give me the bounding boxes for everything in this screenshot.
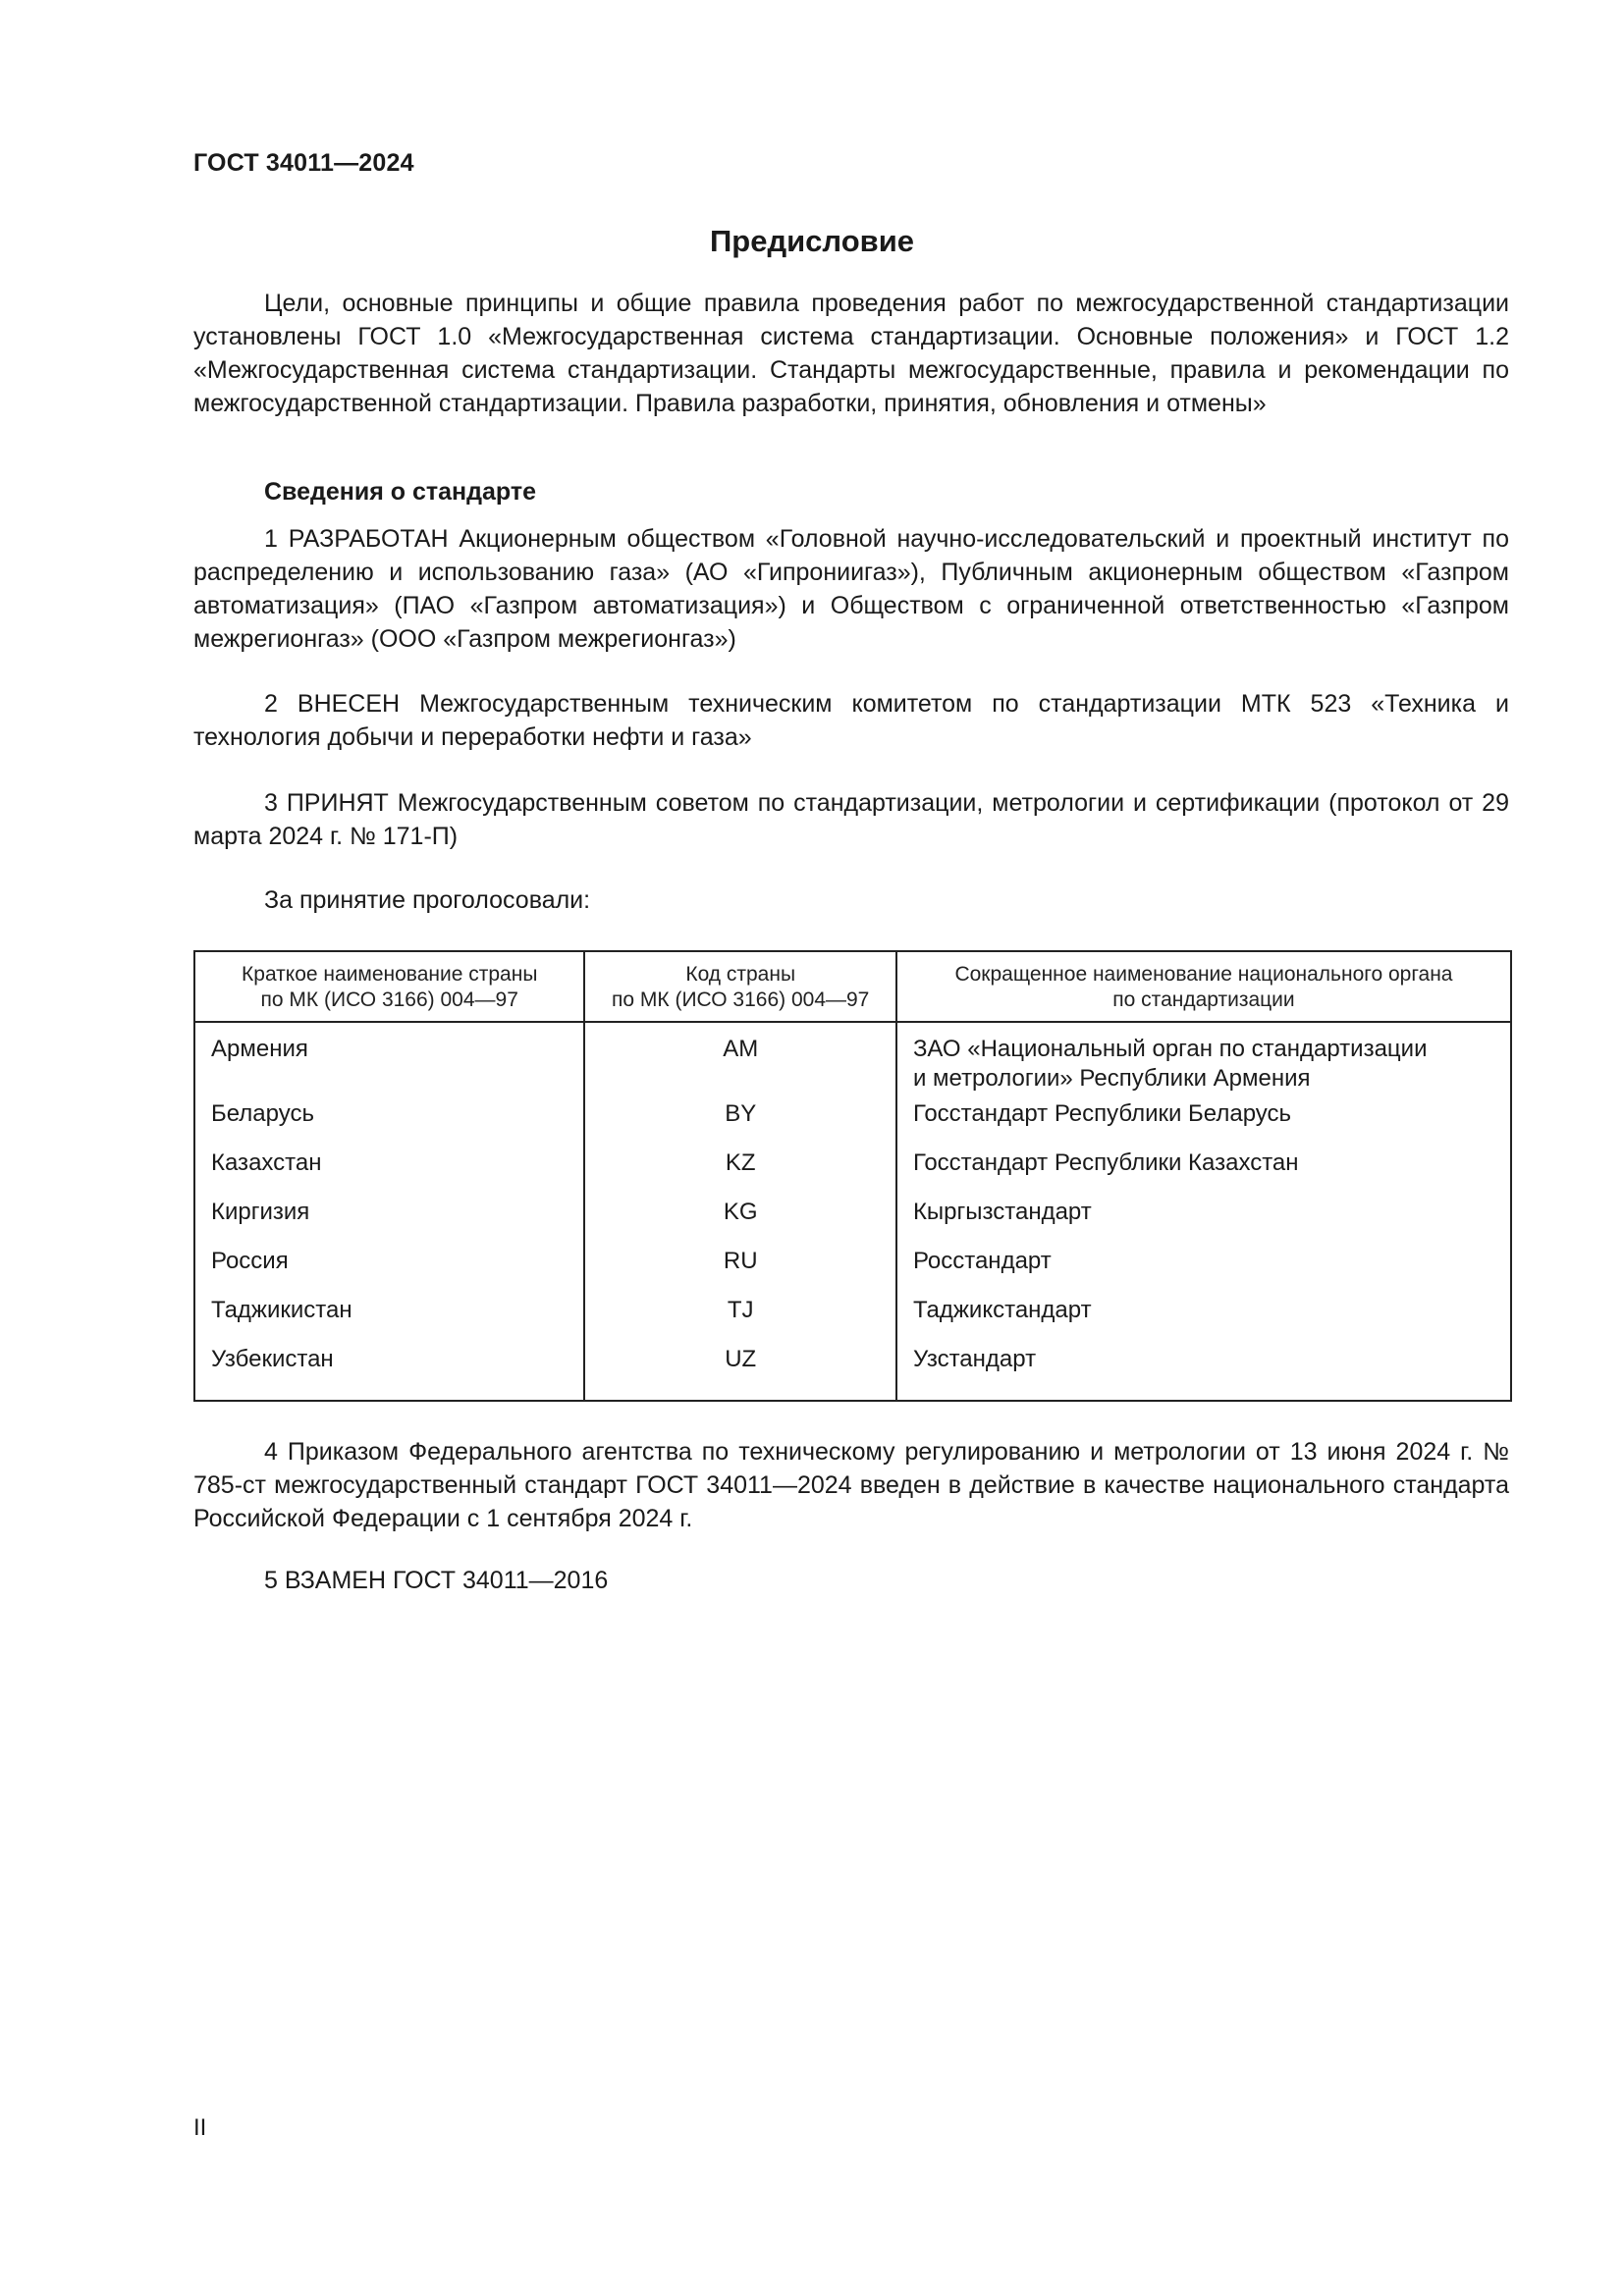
item-3-paragraph: 3 ПРИНЯТ Межгосударственным советом по стандартизации, метрологии и сертификации (протокол от 29 марта 2024 г. № 171-П) [193, 789, 1509, 850]
code-cell: BY [584, 1099, 895, 1148]
table-row [194, 1099, 1511, 1148]
organ-cell: Кыргызстандарт [896, 1198, 1511, 1247]
table-row [194, 1198, 1511, 1247]
country-cell: Узбекистан [194, 1345, 584, 1401]
code-cell: AM [584, 1022, 895, 1099]
page-title: Предисловие [709, 224, 914, 258]
organ-cell: Госстандарт Республики Казахстан [896, 1148, 1511, 1198]
item-1-paragraph: 1 РАЗРАБОТАН Акционерным обществом «Головной научно-исследовательский и проектный институт по распределению и использованию газа» (АО «Гипрониигаз»), Публичным акционерным обществом «Газпром автоматизация» (ПАО «Газпром автоматизация») и Обществом с ограниченной ответственностью «Газпром межрегионгаз» (ООО «Газпром межрегионгаз») [193, 525, 1509, 653]
organ-cell: Таджикстандарт [896, 1296, 1511, 1345]
organ-cell: Росстандарт [896, 1247, 1511, 1296]
standard-id: ГОСТ 34011—2024 [193, 149, 414, 177]
header-organ: Сокращенное наименование национального органа по стандартизации [896, 951, 1511, 1022]
section-heading: Сведения о стандарте [264, 478, 537, 506]
country-cell: Казахстан [194, 1148, 584, 1198]
page-number: II [193, 2114, 207, 2141]
vote-label: За принятие проголосовали: [264, 886, 591, 914]
code-cell: KG [584, 1198, 895, 1247]
table-row [194, 1022, 1511, 1099]
table-row [194, 1345, 1511, 1401]
table-row [194, 1247, 1511, 1296]
header-code: Код страны по МК (ИСО 3166) 004—97 [584, 951, 895, 1022]
country-cell: Беларусь [194, 1099, 584, 1148]
code-cell: UZ [584, 1345, 895, 1401]
country-cell: Россия [194, 1247, 584, 1296]
organ-cell: ЗАО «Национальный орган по стандартизации и метрологии» Республики Армения [896, 1022, 1511, 1099]
country-cell: Киргизия [194, 1198, 584, 1247]
voting-table [193, 950, 1512, 1402]
item-5-paragraph: 5 ВЗАМЕН ГОСТ 34011—2016 [264, 1567, 609, 1594]
country-cell: Армения [194, 1022, 584, 1099]
header-country: Краткое наименование страны по МК (ИСО 3166) 004—97 [194, 951, 584, 1022]
country-cell: Таджикистан [194, 1296, 584, 1345]
table-header-row [194, 951, 1511, 1022]
item-2-paragraph: 2 ВНЕСЕН Межгосударственным техническим комитетом по стандартизации МТК 523 «Техника и технология добычи и переработки нефти и газа» [193, 690, 1509, 751]
code-cell: RU [584, 1247, 895, 1296]
table-row [194, 1296, 1511, 1345]
organ-cell: Госстандарт Республики Беларусь [896, 1099, 1511, 1148]
table-row [194, 1148, 1511, 1198]
intro-paragraph: Цели, основные принципы и общие правила проведения работ по межгосударственной стандартизации установлены ГОСТ 1.0 «Межгосударственная система стандартизации. Основные положения» и ГОСТ 1.2 «Межгосударственная система стандартизации. Стандарты межгосударственные, правила и рекомендации по межгосударственной стандартизации. Правила разработки, принятия, обновления и отмены» [193, 290, 1509, 417]
organ-cell: Узстандарт [896, 1345, 1511, 1401]
code-cell: TJ [584, 1296, 895, 1345]
item-4-paragraph: 4 Приказом Федерального агентства по техническому регулированию и метрологии от 13 июня 2024 г. № 785-ст межгосударственный стандарт ГОСТ 34011—2024 введен в действие в качестве национального стандарта Российской Федерации с 1 сентября 2024 г. [193, 1438, 1509, 1532]
code-cell: KZ [584, 1148, 895, 1198]
